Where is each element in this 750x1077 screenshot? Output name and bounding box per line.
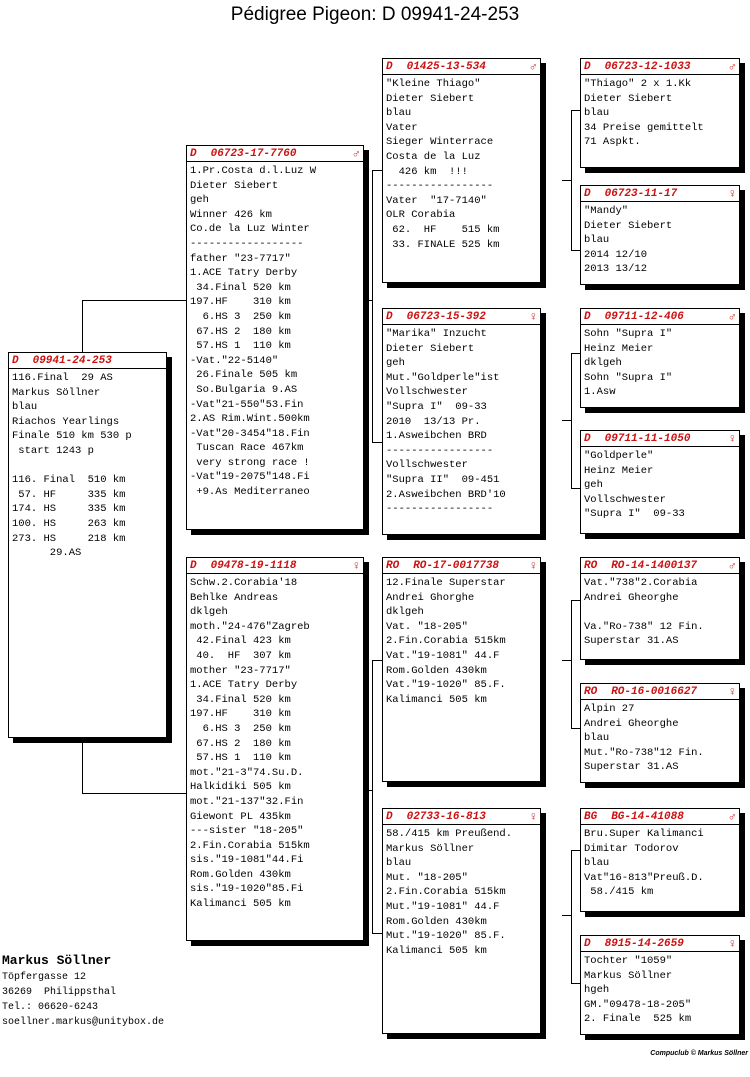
card-ring-id <box>584 187 677 201</box>
card-line: ------------------ <box>190 237 304 250</box>
connector <box>571 728 580 729</box>
connector <box>364 300 372 301</box>
country-code: D <box>386 61 393 73</box>
card-line: Dimitar Todorov <box>584 842 679 855</box>
card-line: 174. HS 335 km <box>12 503 126 516</box>
card-line: very strong race ! <box>190 456 310 469</box>
owner-address-city: 36269 Philippsthal <box>2 987 117 998</box>
connector <box>82 300 83 352</box>
pedigree-card-ggp-8 <box>580 935 740 1035</box>
connector <box>372 442 382 443</box>
card-line: 33. FINALE 525 km <box>386 238 500 251</box>
male-icon: ♂ <box>529 60 537 74</box>
card-line: 6.HS 3 250 km <box>190 722 291 735</box>
country-code: D <box>190 148 197 160</box>
pedigree-card-sire-sire <box>382 58 541 283</box>
card-line: 6.HS 3 250 km <box>190 310 291 323</box>
card-line: dklgeh <box>386 606 424 619</box>
card-line: 2010 13/13 Pr. <box>386 415 481 428</box>
female-icon: ♀ <box>728 432 736 446</box>
connector <box>562 915 571 916</box>
card-line: ---sister "18-205" <box>190 825 304 838</box>
owner-email[interactable]: soellner.markus@unitybox.de <box>2 1017 165 1028</box>
card-ring-id <box>386 310 486 324</box>
card-line: Rom.Golden 430km <box>190 868 291 881</box>
pedigree-card-ggp-6 <box>580 683 740 783</box>
connector <box>82 300 186 301</box>
card-line: 34.Final 520 km <box>190 693 291 706</box>
card-line: Sieger Winterrace <box>386 136 494 149</box>
card-line <box>12 459 163 474</box>
card-line: 67.HS 2 180 km <box>190 737 291 750</box>
card-line: Winner 426 km <box>190 208 272 221</box>
card-line: Superstar 31.AS <box>584 761 679 774</box>
card-line: 2.Asweibchen BRD'10 <box>386 488 506 501</box>
card-line: father "23-7717" <box>190 252 291 265</box>
connector <box>364 790 372 791</box>
card-line: 1.Asweibchen BRD <box>386 430 487 443</box>
card-line: Mut. "18-205" <box>386 871 468 884</box>
connector <box>571 850 580 851</box>
card-line: 71 Aspkt. <box>584 136 641 149</box>
card-line: mot."21-137"32.Fin <box>190 795 304 808</box>
card-ring-id <box>584 432 690 446</box>
card-line: 40. HF 307 km <box>190 649 291 662</box>
card-line: Behlke Andreas <box>190 591 279 604</box>
card-line: Dieter Siebert <box>386 342 475 355</box>
card-ring-id <box>584 810 684 824</box>
card-line: geh <box>584 479 603 492</box>
country-code: BG <box>584 811 598 823</box>
card-header <box>383 309 540 325</box>
country-code: D <box>386 311 393 323</box>
card-line: Andrei Ghorghe <box>386 591 475 604</box>
ring-number: 06723-11-17 <box>604 188 678 200</box>
card-line: Andrei Gheorghe <box>584 717 679 730</box>
card-line: Halkidiki 505 km <box>190 781 291 794</box>
card-header <box>581 684 739 700</box>
pedigree-card-sire <box>186 145 364 530</box>
country-code: D <box>584 433 591 445</box>
card-line <box>584 605 736 620</box>
female-icon: ♀ <box>728 937 736 951</box>
pedigree-card-ggp-5 <box>580 557 740 660</box>
card-line: 1.ACE Tatry Derby <box>190 679 298 692</box>
card-line: blau <box>584 732 610 745</box>
card-line: Markus Söllner <box>12 386 101 399</box>
owner-phone: Tel.: 06620-6243 <box>2 1002 99 1013</box>
card-ring-id <box>386 60 486 74</box>
pedigree-card-subject <box>8 352 167 738</box>
card-line: 29.AS <box>12 547 82 560</box>
card-line: Dieter Siebert <box>190 179 279 192</box>
card-line: Vat."19-1081" 44.F <box>386 649 500 662</box>
card-line: "Supra I" 09-33 <box>584 508 685 521</box>
card-header <box>383 59 540 75</box>
ring-number: BG-14-41088 <box>611 811 684 823</box>
card-ring-id <box>386 810 486 824</box>
female-icon: ♀ <box>529 559 537 573</box>
country-code: D <box>584 938 591 950</box>
card-ring-id <box>12 354 112 368</box>
card-line: GM."09478-18-205" <box>584 998 692 1011</box>
card-line: Vater <box>386 121 418 134</box>
card-line: Vollschwester <box>584 493 666 506</box>
card-line: Vat."738"2.Corabia <box>584 577 698 589</box>
pedigree-card-dam-dam <box>382 808 541 1034</box>
card-ring-id <box>584 310 684 324</box>
card-line: blau <box>584 107 610 120</box>
card-ring-id <box>584 559 697 573</box>
card-line: 67.HS 2 180 km <box>190 325 291 338</box>
pedigree-card-ggp-1 <box>580 58 740 168</box>
card-header <box>581 431 739 447</box>
card-header <box>187 558 363 574</box>
card-header <box>581 59 739 75</box>
pedigree-card-ggp-3 <box>580 308 740 408</box>
card-line: "Kleine Thiago" <box>386 78 481 90</box>
female-icon: ♀ <box>529 810 537 824</box>
card-line: start 1243 p <box>12 444 94 457</box>
connector <box>571 353 580 354</box>
ring-number: 02733-16-813 <box>406 811 486 823</box>
card-ring-id <box>584 937 684 951</box>
card-line: "Goldperle" <box>584 450 654 462</box>
connector <box>571 850 572 983</box>
card-header <box>581 809 739 825</box>
card-line: 58./415 km Preußend. <box>386 828 513 840</box>
card-line: 100. HS 263 km <box>12 517 126 530</box>
card-line: 426 km !!! <box>386 165 468 178</box>
card-line: Finale 510 km 530 p <box>12 430 132 443</box>
card-line: 116.Final 29 AS <box>12 372 113 384</box>
card-line: Kalimanci 505 km <box>386 693 487 706</box>
connector <box>372 170 373 442</box>
page-title: Pédigree Pigeon: D 09941-24-253 <box>230 4 520 25</box>
ring-number: 8915-14-2659 <box>604 938 684 950</box>
ring-number: 06723-12-1033 <box>604 61 691 73</box>
connector <box>571 250 580 251</box>
female-icon: ♀ <box>352 559 360 573</box>
ring-number: RO-17-0017738 <box>413 560 500 572</box>
card-ring-id <box>190 147 296 161</box>
card-line: Schw.2.Corabia'18 <box>190 577 298 589</box>
card-line: blau <box>584 234 610 247</box>
card-line: mother "23-7717" <box>190 664 291 677</box>
male-icon: ♂ <box>728 310 736 324</box>
card-line: 34.Final 520 km <box>190 281 291 294</box>
country-code: D <box>12 355 19 367</box>
ring-number: 09478-19-1118 <box>210 560 297 572</box>
card-line: Va."Ro-738" 12 Fin. <box>584 620 704 633</box>
card-header <box>581 558 739 574</box>
card-line: Rom.Golden 430km <box>386 915 487 928</box>
card-line: Kalimanci 505 km <box>190 898 291 911</box>
card-line: blau <box>584 857 610 870</box>
card-line: 1.Pr.Costa d.l.Luz W <box>190 165 317 177</box>
card-line: Giewont PL 435km <box>190 810 291 823</box>
card-line: geh <box>386 357 405 370</box>
connector <box>372 933 382 934</box>
card-line: Andrei Gheorghe <box>584 591 679 604</box>
card-line: Dieter Siebert <box>584 92 673 105</box>
card-ring-id <box>190 559 296 573</box>
card-line: Mut."19-1081" 44.F <box>386 900 500 913</box>
card-line: Vat."19-1020" 85.F. <box>386 679 506 692</box>
card-line: Mut."Goldperle"ist <box>386 371 500 384</box>
connector <box>571 110 580 111</box>
card-line: Kalimanci 505 km <box>386 944 487 957</box>
card-line: 12.Finale Superstar <box>386 577 506 589</box>
country-code: RO <box>584 686 598 698</box>
card-line: "Thiago" 2 x 1.Kk <box>584 78 692 90</box>
ring-number: 06723-15-392 <box>406 311 486 323</box>
card-line: Costa de la Luz <box>386 150 481 163</box>
card-line: mot."21-3"74.Su.D. <box>190 766 304 779</box>
card-line: "Supra II" 09-451 <box>386 473 500 486</box>
card-line: Rom.Golden 430km <box>386 664 487 677</box>
card-line: blau <box>386 107 412 120</box>
card-ring-id <box>386 559 499 573</box>
country-code: RO <box>386 560 400 572</box>
connector <box>571 600 580 601</box>
card-line: Mut."Ro-738"12 Fin. <box>584 746 704 759</box>
owner-name: Markus Söllner <box>2 953 112 968</box>
ring-number: 09941-24-253 <box>32 355 112 367</box>
card-line: 273. HS 218 km <box>12 532 126 545</box>
card-line: 58./415 km <box>584 886 654 899</box>
country-code: D <box>584 188 591 200</box>
connector <box>562 420 571 421</box>
card-line: 57.HS 1 110 km <box>190 752 291 765</box>
card-line: Sohn "Supra I" <box>584 371 673 384</box>
female-icon: ♀ <box>728 187 736 201</box>
card-line: "Mandy" <box>584 205 629 217</box>
ring-number: RO-14-1400137 <box>611 560 698 572</box>
card-line: geh <box>190 194 209 207</box>
ring-number: 06723-17-7760 <box>210 148 297 160</box>
card-line: Dieter Siebert <box>386 92 475 105</box>
card-line: "Marika" Inzucht <box>386 328 487 340</box>
country-code: D <box>584 61 591 73</box>
card-line: Heinz Meier <box>584 342 654 355</box>
card-line: 2.Fin.Corabia 515km <box>386 635 506 648</box>
card-line: blau <box>12 401 38 414</box>
pedigree-card-ggp-2 <box>580 185 740 285</box>
card-line: 116. Final 510 km <box>12 474 126 487</box>
card-line: 2. Finale 525 km <box>584 1013 692 1026</box>
male-icon: ♂ <box>728 559 736 573</box>
card-header <box>581 936 739 952</box>
card-line: sis."19-1081"44.Fi <box>190 854 304 867</box>
female-icon: ♀ <box>529 310 537 324</box>
card-line: moth."24-476"Zagreb <box>190 620 310 633</box>
connector <box>82 793 186 794</box>
card-header <box>581 309 739 325</box>
card-line: Vollschwester <box>386 459 468 472</box>
card-line: So.Bulgaria 9.AS <box>190 383 298 396</box>
card-header <box>9 353 166 369</box>
connector <box>571 110 572 250</box>
card-line: Riachos Yearlings <box>12 415 120 428</box>
card-line: -Vat"21-550"53.Fin <box>190 398 304 411</box>
card-line: 2.Fin.Corabia 515km <box>190 839 310 852</box>
card-line: Vat"16-813"Preuß.D. <box>584 871 704 884</box>
card-line: Vat. "18-205" <box>386 620 468 633</box>
card-line: +9.As Mediterraneo <box>190 486 310 499</box>
connector <box>372 660 382 661</box>
country-code: RO <box>584 560 598 572</box>
card-line: -Vat."22-5140" <box>190 354 279 367</box>
card-line: Markus Söllner <box>584 969 673 982</box>
card-line: 2.AS Rim.Wint.500km <box>190 413 310 426</box>
card-line: dklgeh <box>584 357 622 370</box>
card-line: OLR Corabia <box>386 209 456 222</box>
connector <box>562 180 571 181</box>
pedigree-card-ggp-7 <box>580 808 740 912</box>
card-line: ----------------- <box>386 180 494 193</box>
card-line: Heinz Meier <box>584 464 654 477</box>
card-line: -Vat"19-2075"148.Fi <box>190 471 310 484</box>
card-line: 2014 12/10 <box>584 248 648 261</box>
card-line: Vollschwester <box>386 386 468 399</box>
country-code: D <box>386 811 393 823</box>
female-icon: ♀ <box>728 685 736 699</box>
male-icon: ♂ <box>352 147 360 161</box>
ring-number: RO-16-0016627 <box>611 686 698 698</box>
pedigree-card-dam <box>186 557 364 941</box>
ring-number: 09711-11-1050 <box>604 433 691 445</box>
pedigree-card-dam-sire <box>382 557 541 782</box>
card-line: Vater "17-7140" <box>386 194 487 207</box>
card-line: 2013 13/12 <box>584 263 648 276</box>
male-icon: ♂ <box>728 810 736 824</box>
card-line: -Vat"20-3454"18.Fin <box>190 427 310 440</box>
connector <box>571 983 580 984</box>
card-line: Sohn "Supra I" <box>584 328 673 340</box>
owner-address-street: Töpfergasse 12 <box>2 972 87 983</box>
card-line: 1.Asw <box>584 386 616 399</box>
card-line: 57. HF 335 km <box>12 488 126 501</box>
card-line: Bru.Super Kalimanci <box>584 828 704 840</box>
card-line: Tochter "1059" <box>584 955 673 967</box>
connector <box>571 600 572 728</box>
country-code: D <box>190 560 197 572</box>
card-line: 57.HS 1 110 km <box>190 340 291 353</box>
pedigree-card-ggp-4 <box>580 430 740 534</box>
card-line: 197.HF 310 km <box>190 708 291 721</box>
card-ring-id <box>584 60 690 74</box>
card-line: hgeh <box>584 984 610 997</box>
card-line: Alpin 27 <box>584 703 635 715</box>
card-line: 62. HF 515 km <box>386 223 500 236</box>
connector <box>372 660 373 933</box>
card-ring-id <box>584 685 697 699</box>
card-line: 34 Preise gemittelt <box>584 121 704 134</box>
card-line: ----------------- <box>386 503 494 516</box>
card-line: Co.de la Luz Winter <box>190 223 310 236</box>
card-line: 26.Finale 505 km <box>190 369 298 382</box>
footer-credit: Compuclub © Markus Söllner <box>650 1050 748 1057</box>
card-line: sis."19-1020"85.Fi <box>190 883 304 896</box>
male-icon: ♂ <box>728 60 736 74</box>
card-line: blau <box>386 857 412 870</box>
card-line: 1.ACE Tatry Derby <box>190 267 298 280</box>
owner-block <box>2 952 164 1030</box>
card-line: "Supra I" 09-33 <box>386 400 487 413</box>
connector <box>372 170 382 171</box>
card-line: dklgeh <box>190 606 228 619</box>
card-line: Dieter Siebert <box>584 219 673 232</box>
card-header <box>383 809 540 825</box>
card-line: Tuscan Race 467km <box>190 442 304 455</box>
card-line: Mut."19-1020" 85.F. <box>386 930 506 943</box>
connector <box>571 488 580 489</box>
card-header <box>187 146 363 162</box>
card-line: 197.HF 310 km <box>190 296 291 309</box>
ring-number: 01425-13-534 <box>406 61 486 73</box>
connector <box>562 660 571 661</box>
pedigree-card-sire-dam <box>382 308 541 535</box>
card-line: ----------------- <box>386 444 494 457</box>
country-code: D <box>584 311 591 323</box>
connector <box>571 353 572 488</box>
card-line: 42.Final 423 km <box>190 635 291 648</box>
card-header <box>581 186 739 202</box>
card-line: 2.Fin.Corabia 515km <box>386 886 506 899</box>
card-line: Superstar 31.AS <box>584 635 679 648</box>
card-line: Markus Söllner <box>386 842 475 855</box>
card-header <box>383 558 540 574</box>
connector <box>82 738 83 793</box>
ring-number: 09711-12-406 <box>604 311 684 323</box>
